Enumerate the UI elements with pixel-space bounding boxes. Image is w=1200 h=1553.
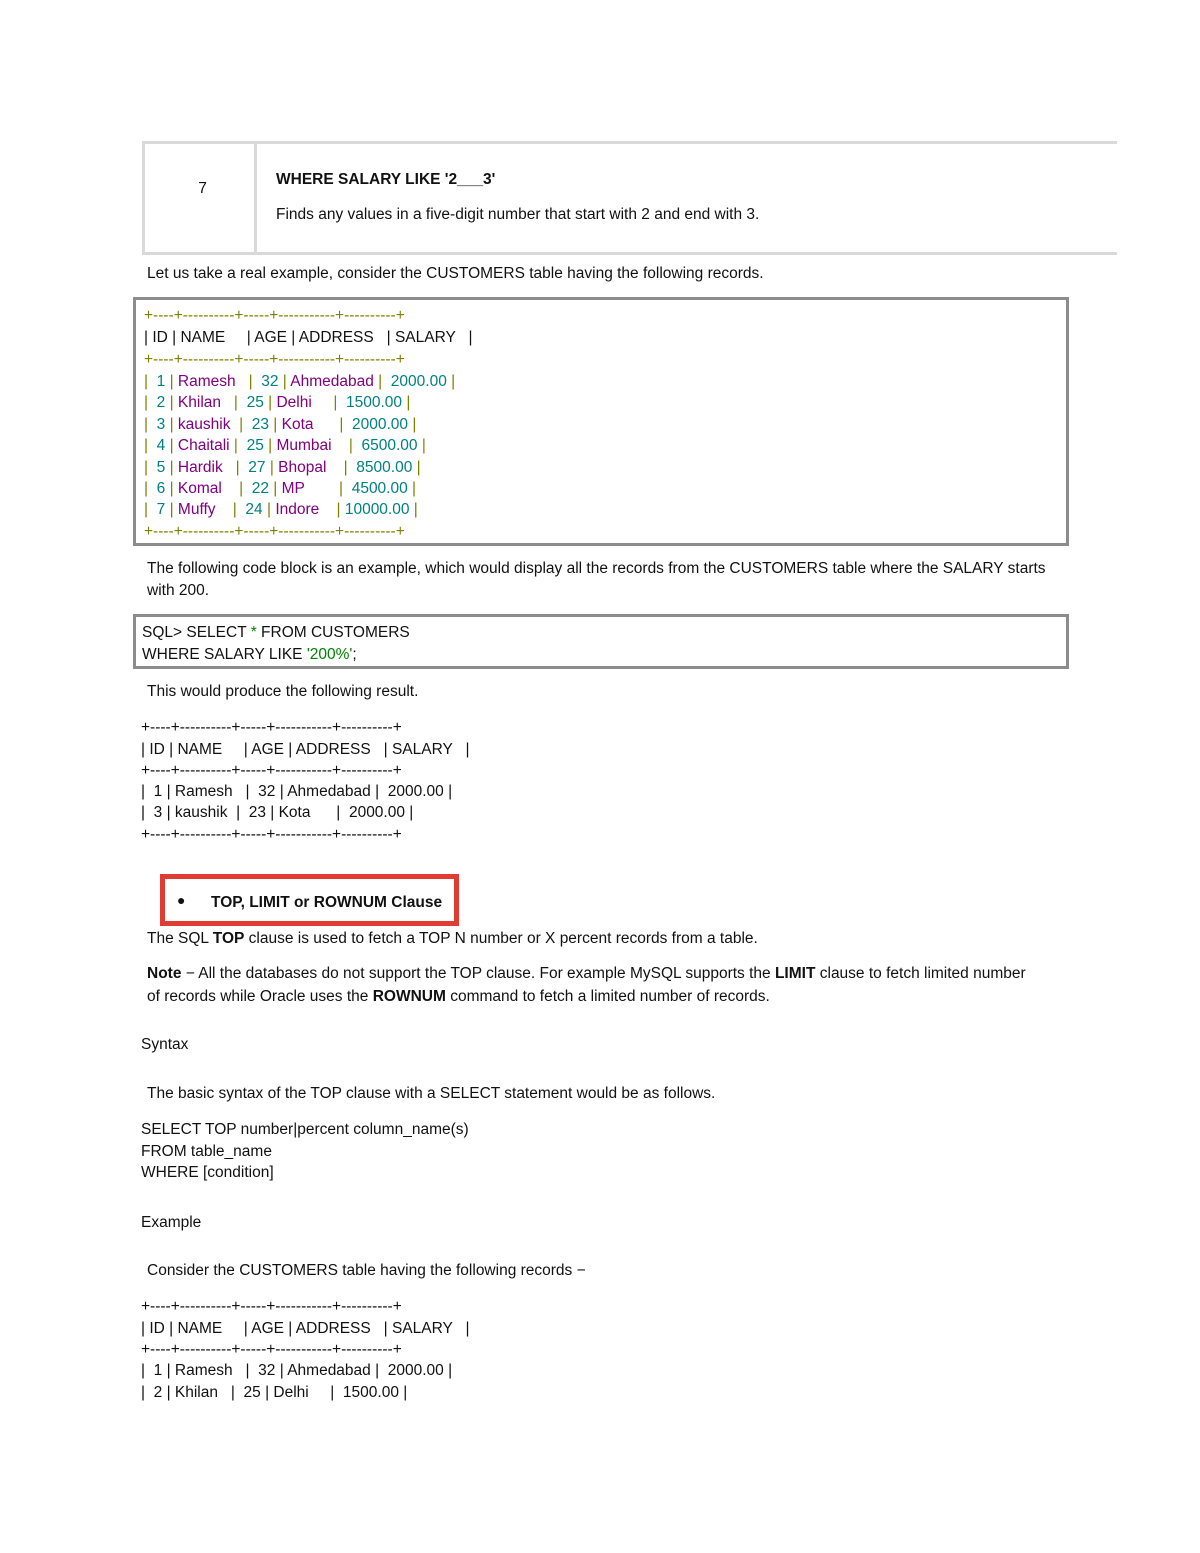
table-border-top: +----+----------+-----+-----------+----------+ — [144, 307, 405, 324]
table2-row: | 2 | Khilan | 25 | Delhi | 1500.00 | — [141, 1384, 408, 1401]
example-paragraph-line2: with 200. — [147, 582, 210, 599]
row-number-cell — [142, 144, 257, 252]
result-paragraph: This would produce the following result. — [147, 683, 419, 700]
syntax-code-line: SELECT TOP number|percent column_name(s) — [141, 1121, 469, 1138]
top-clause-description: The SQL TOP clause is used to fetch a TOP N number or X percent records from a table. — [147, 930, 758, 947]
table-header: | ID | NAME | AGE | ADDRESS | SALARY | — [144, 329, 473, 346]
table2-border-mid: +----+----------+-----+-----------+----------+ — [141, 1341, 402, 1358]
result-border-bottom: +----+----------+-----+-----------+----------+ — [141, 826, 402, 843]
table-border-mid: +----+----------+-----+-----------+----------+ — [144, 351, 405, 368]
intro-paragraph: Let us take a real example, consider the CUSTOMERS table having the following records. — [147, 265, 764, 282]
syntax-label: Syntax — [141, 1036, 189, 1053]
section-heading-highlight — [160, 874, 459, 926]
sql-line-2: WHERE SALARY LIKE '200%'; — [142, 646, 357, 663]
table2-border-top: +----+----------+-----+-----------+----------+ — [141, 1298, 402, 1315]
table-row: | 5 | Hardik | 27 | Bhopal | 8500.00 | — [144, 458, 421, 476]
example-label: Example — [141, 1214, 202, 1231]
table2-header: | ID | NAME | AGE | ADDRESS | SALARY | — [141, 1320, 470, 1337]
sql-line-1: SQL> SELECT * FROM CUSTOMERS — [142, 624, 410, 641]
section-heading: TOP, LIMIT or ROWNUM Clause — [211, 894, 443, 911]
like-pattern-description: Finds any values in a five-digit number that start with 2 and end with 3. — [276, 206, 760, 223]
table-row: | 7 | Muffy | 24 | Indore | 10000.00 | — [144, 501, 418, 519]
bullet-icon: ● — [177, 892, 186, 908]
table-row: | 6 | Komal | 22 | MP | 4500.00 | — [144, 480, 417, 497]
result-header: | ID | NAME | AGE | ADDRESS | SALARY | — [141, 741, 470, 758]
customers-table-code-box — [133, 297, 1069, 546]
table-border-bottom: +----+----------+-----+-----------+----------+ — [144, 523, 405, 540]
syntax-code-line: FROM table_name — [141, 1143, 272, 1160]
row-number: 7 — [198, 180, 207, 197]
table-row: | 4 | Chaitali | 25 | Mumbai | 6500.00 | — [144, 437, 426, 455]
note-line1: Note − All the databases do not support the TOP clause. For example MySQL supports the LIMIT clause to fetch limited number — [147, 965, 1026, 982]
sql-query-code-box — [133, 614, 1069, 669]
note-line2: of records while Oracle uses the ROWNUM command to fetch a limited number of records. — [147, 988, 770, 1005]
table-row: | 1 | Ramesh | 32 | Ahmedabad | 2000.00 | — [144, 373, 456, 390]
result-row: | 1 | Ramesh | 32 | Ahmedabad | 2000.00 | — [141, 783, 453, 800]
result-border-top: +----+----------+-----+-----------+----------+ — [141, 719, 402, 736]
result-border-mid: +----+----------+-----+-----------+----------+ — [141, 762, 402, 779]
table2-row: | 1 | Ramesh | 32 | Ahmedabad | 2000.00 | — [141, 1362, 453, 1379]
result-row: | 3 | kaushik | 23 | Kota | 2000.00 | — [141, 804, 414, 821]
consider-paragraph: Consider the CUSTOMERS table having the following records − — [147, 1262, 586, 1279]
example-paragraph-line1: The following code block is an example, which would display all the records from the CUSTOMERS table where the SALARY starts — [147, 560, 1046, 577]
like-pattern-table-row — [142, 141, 1117, 255]
syntax-paragraph: The basic syntax of the TOP clause with a SELECT statement would be as follows. — [147, 1085, 716, 1102]
table-row: | 2 | Khilan | 25 | Delhi | 1500.00 | — [144, 394, 411, 412]
syntax-code-line: WHERE [condition] — [141, 1164, 274, 1181]
table-row: | 3 | kaushik | 23 | Kota | 2000.00 | — [144, 415, 417, 433]
like-pattern: WHERE SALARY LIKE '2___3' — [276, 171, 496, 188]
